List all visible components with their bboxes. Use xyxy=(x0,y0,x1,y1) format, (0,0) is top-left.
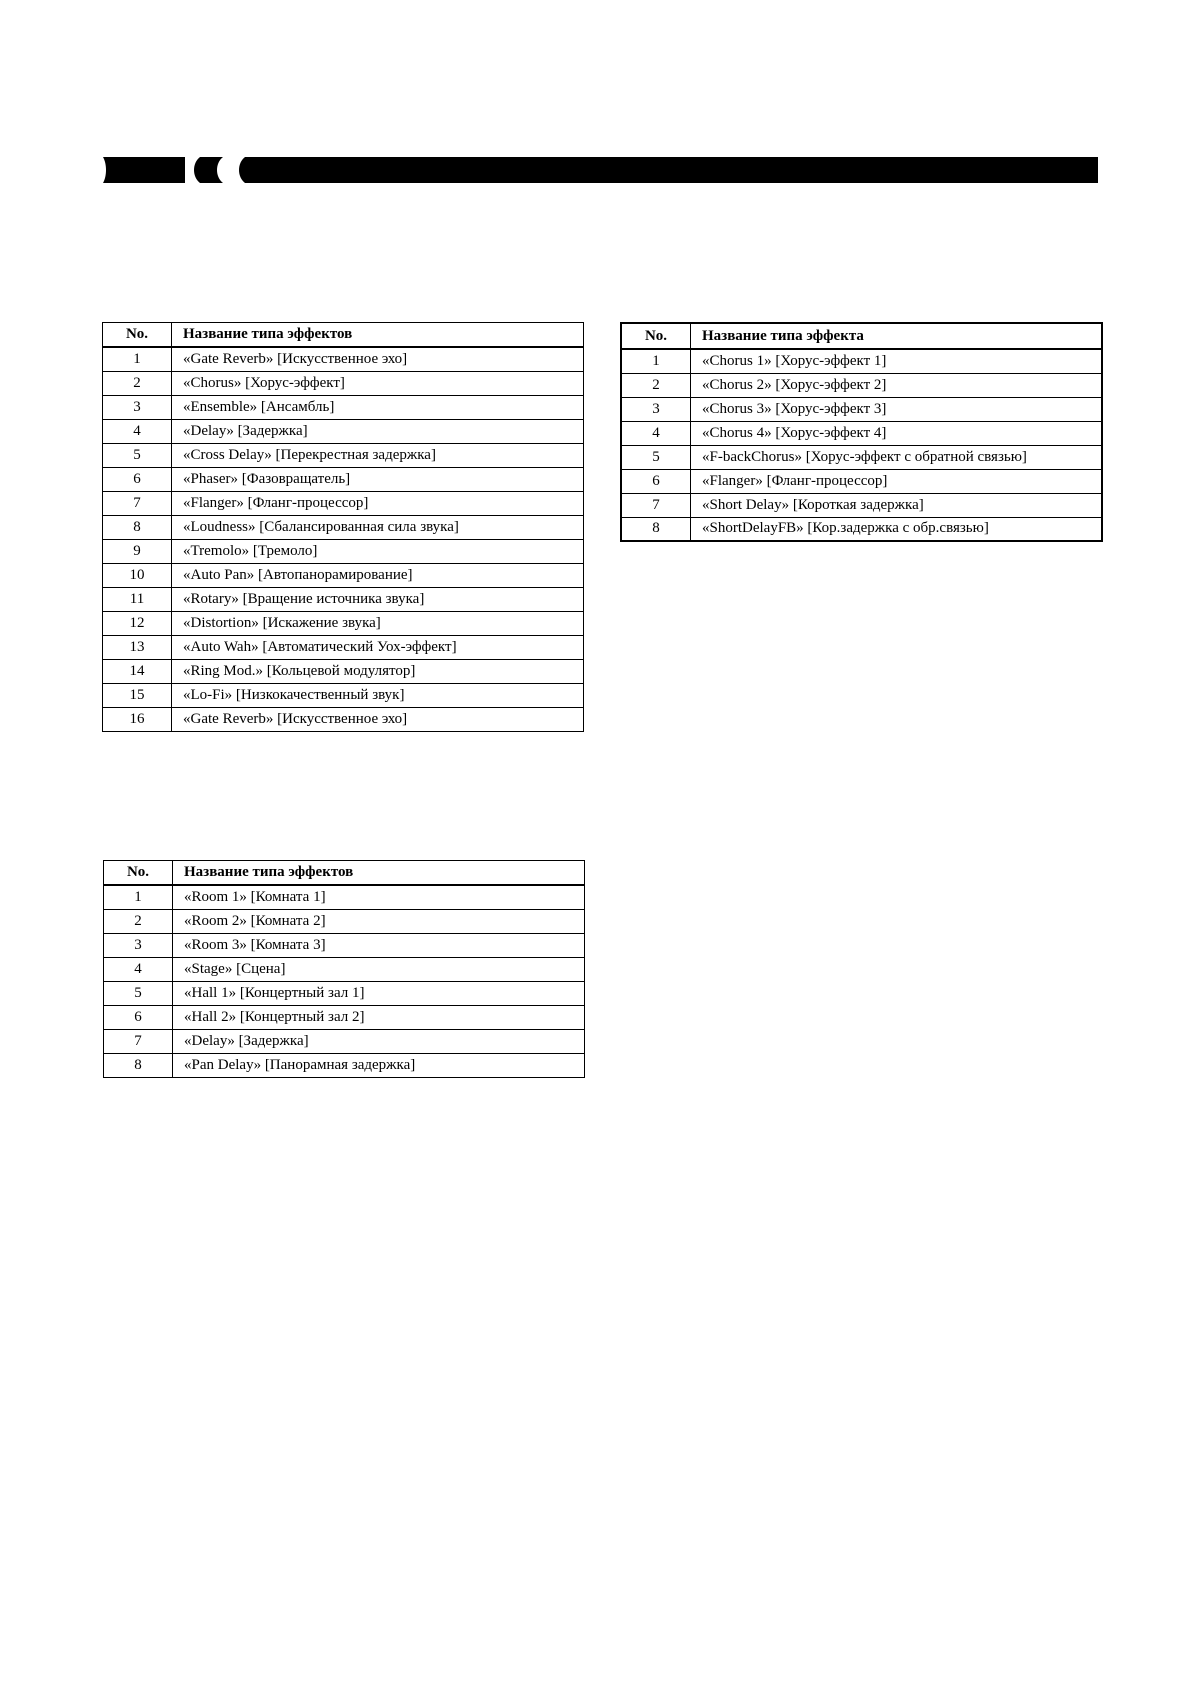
table-header-row xyxy=(621,323,1102,349)
cell-no: 2 xyxy=(104,909,173,933)
cell-no: 8 xyxy=(103,515,172,539)
table-header-row xyxy=(104,861,585,886)
cell-no: 9 xyxy=(103,539,172,563)
cell-no: 7 xyxy=(621,493,691,517)
cell-no: 14 xyxy=(103,659,172,683)
cell-no: 7 xyxy=(104,1029,173,1053)
effect-types-table-1 xyxy=(102,322,584,732)
cell-no: 13 xyxy=(103,635,172,659)
cell-no: 6 xyxy=(103,467,172,491)
table-row xyxy=(103,491,584,515)
table-row xyxy=(104,933,585,957)
table-row xyxy=(103,539,584,563)
table-row xyxy=(621,349,1102,373)
cell-name: «Auto Wah» [Автоматический Уох-эффект] xyxy=(172,635,584,659)
table-row xyxy=(103,563,584,587)
cell-name: «Ring Mod.» [Кольцевой модулятор] xyxy=(172,659,584,683)
cell-no: 8 xyxy=(621,517,691,541)
cell-name: «Chorus 2» [Хорус-эффект 2] xyxy=(691,373,1103,397)
cell-name: «Short Delay» [Короткая задержка] xyxy=(691,493,1103,517)
cell-name: «Distortion» [Искажение звука] xyxy=(172,611,584,635)
column-header-no: No. xyxy=(104,861,173,886)
table-row xyxy=(621,517,1102,541)
cell-no: 3 xyxy=(103,395,172,419)
column-header-no: No. xyxy=(621,323,691,349)
cell-no: 12 xyxy=(103,611,172,635)
table-row xyxy=(103,707,584,731)
header-bar-segment-3 xyxy=(239,157,1098,183)
cell-name: «Gate Reverb» [Искусственное эхо] xyxy=(172,347,584,371)
table-row xyxy=(621,397,1102,421)
cell-no: 8 xyxy=(104,1053,173,1077)
cell-no: 3 xyxy=(621,397,691,421)
cell-no: 5 xyxy=(103,443,172,467)
table-row xyxy=(103,443,584,467)
cell-name: «Auto Pan» [Автопанорамирование] xyxy=(172,563,584,587)
table-row xyxy=(103,611,584,635)
cell-name: «F-backChorus» [Хорус-эффект с обратной связью] xyxy=(691,445,1103,469)
table-row xyxy=(621,421,1102,445)
cell-no: 7 xyxy=(103,491,172,515)
effect-types-table-2 xyxy=(620,322,1103,542)
cell-no: 5 xyxy=(104,981,173,1005)
table-row xyxy=(104,909,585,933)
table-row xyxy=(104,981,585,1005)
cell-no: 1 xyxy=(103,347,172,371)
cell-no: 4 xyxy=(621,421,691,445)
cell-name: «Room 1» [Комната 1] xyxy=(173,885,585,909)
cell-name: «Flanger» [Фланг-процессор] xyxy=(691,469,1103,493)
cell-no: 3 xyxy=(104,933,173,957)
cell-name: «Tremolo» [Тремоло] xyxy=(172,539,584,563)
column-header-no: No. xyxy=(103,323,172,348)
table-header-row xyxy=(103,323,584,348)
table-row xyxy=(103,395,584,419)
table-row xyxy=(104,957,585,981)
cell-name: «Chorus» [Хорус-эффект] xyxy=(172,371,584,395)
cell-name: «Phaser» [Фазовращатель] xyxy=(172,467,584,491)
table-row xyxy=(103,683,584,707)
cell-name: «Cross Delay» [Перекрестная задержка] xyxy=(172,443,584,467)
cell-name: «Ensemble» [Ансамбль] xyxy=(172,395,584,419)
column-header-name: Название типа эффектов xyxy=(172,323,584,348)
cell-name: «Rotary» [Вращение источника звука] xyxy=(172,587,584,611)
table-row xyxy=(103,467,584,491)
column-header-name: Название типа эффектов xyxy=(173,861,585,886)
cell-name: «Chorus 3» [Хорус-эффект 3] xyxy=(691,397,1103,421)
cell-name: «Gate Reverb» [Искусственное эхо] xyxy=(172,707,584,731)
table-row xyxy=(104,1029,585,1053)
cell-name: «Lo-Fi» [Низкокачественный звук] xyxy=(172,683,584,707)
cell-name: «Room 2» [Комната 2] xyxy=(173,909,585,933)
cell-name: «Flanger» [Фланг-процессор] xyxy=(172,491,584,515)
cell-no: 16 xyxy=(103,707,172,731)
table-row xyxy=(104,1053,585,1077)
table-row xyxy=(104,885,585,909)
cell-name: «Room 3» [Комната 3] xyxy=(173,933,585,957)
table-row xyxy=(103,515,584,539)
table-row xyxy=(621,469,1102,493)
cell-no: 6 xyxy=(104,1005,173,1029)
header-bar-segment-1 xyxy=(103,157,185,183)
cell-no: 2 xyxy=(103,371,172,395)
table-row xyxy=(103,587,584,611)
cell-no: 11 xyxy=(103,587,172,611)
cell-name: «Hall 1» [Концертный зал 1] xyxy=(173,981,585,1005)
cell-name: «Stage» [Сцена] xyxy=(173,957,585,981)
table-row xyxy=(104,1005,585,1029)
header-bar-graphic xyxy=(103,157,1098,183)
cell-no: 15 xyxy=(103,683,172,707)
effect-types-table-3 xyxy=(103,860,585,1078)
cell-name: «Delay» [Задержка] xyxy=(173,1029,585,1053)
table-row xyxy=(103,419,584,443)
cell-no: 2 xyxy=(621,373,691,397)
cell-no: 1 xyxy=(104,885,173,909)
cell-name: «Pan Delay» [Панорамная задержка] xyxy=(173,1053,585,1077)
header-bar xyxy=(103,157,1098,183)
cell-no: 6 xyxy=(621,469,691,493)
table-row xyxy=(103,635,584,659)
cell-name: «Delay» [Задержка] xyxy=(172,419,584,443)
table-row xyxy=(103,371,584,395)
column-header-name: Название типа эффекта xyxy=(691,323,1103,349)
table-row xyxy=(621,493,1102,517)
cell-name: «Loudness» [Сбалансированная сила звука] xyxy=(172,515,584,539)
cell-no: 10 xyxy=(103,563,172,587)
cell-name: «Chorus 1» [Хорус-эффект 1] xyxy=(691,349,1103,373)
table-row xyxy=(103,659,584,683)
table-row xyxy=(621,445,1102,469)
table-row xyxy=(103,347,584,371)
cell-no: 5 xyxy=(621,445,691,469)
cell-name: «Hall 2» [Концертный зал 2] xyxy=(173,1005,585,1029)
table-row xyxy=(621,373,1102,397)
cell-no: 4 xyxy=(104,957,173,981)
cell-name: «ShortDelayFB» [Кор.задержка с обр.связью] xyxy=(691,517,1103,541)
header-bar-segment-2 xyxy=(194,157,223,183)
cell-no: 1 xyxy=(621,349,691,373)
cell-no: 4 xyxy=(103,419,172,443)
cell-name: «Chorus 4» [Хорус-эффект 4] xyxy=(691,421,1103,445)
